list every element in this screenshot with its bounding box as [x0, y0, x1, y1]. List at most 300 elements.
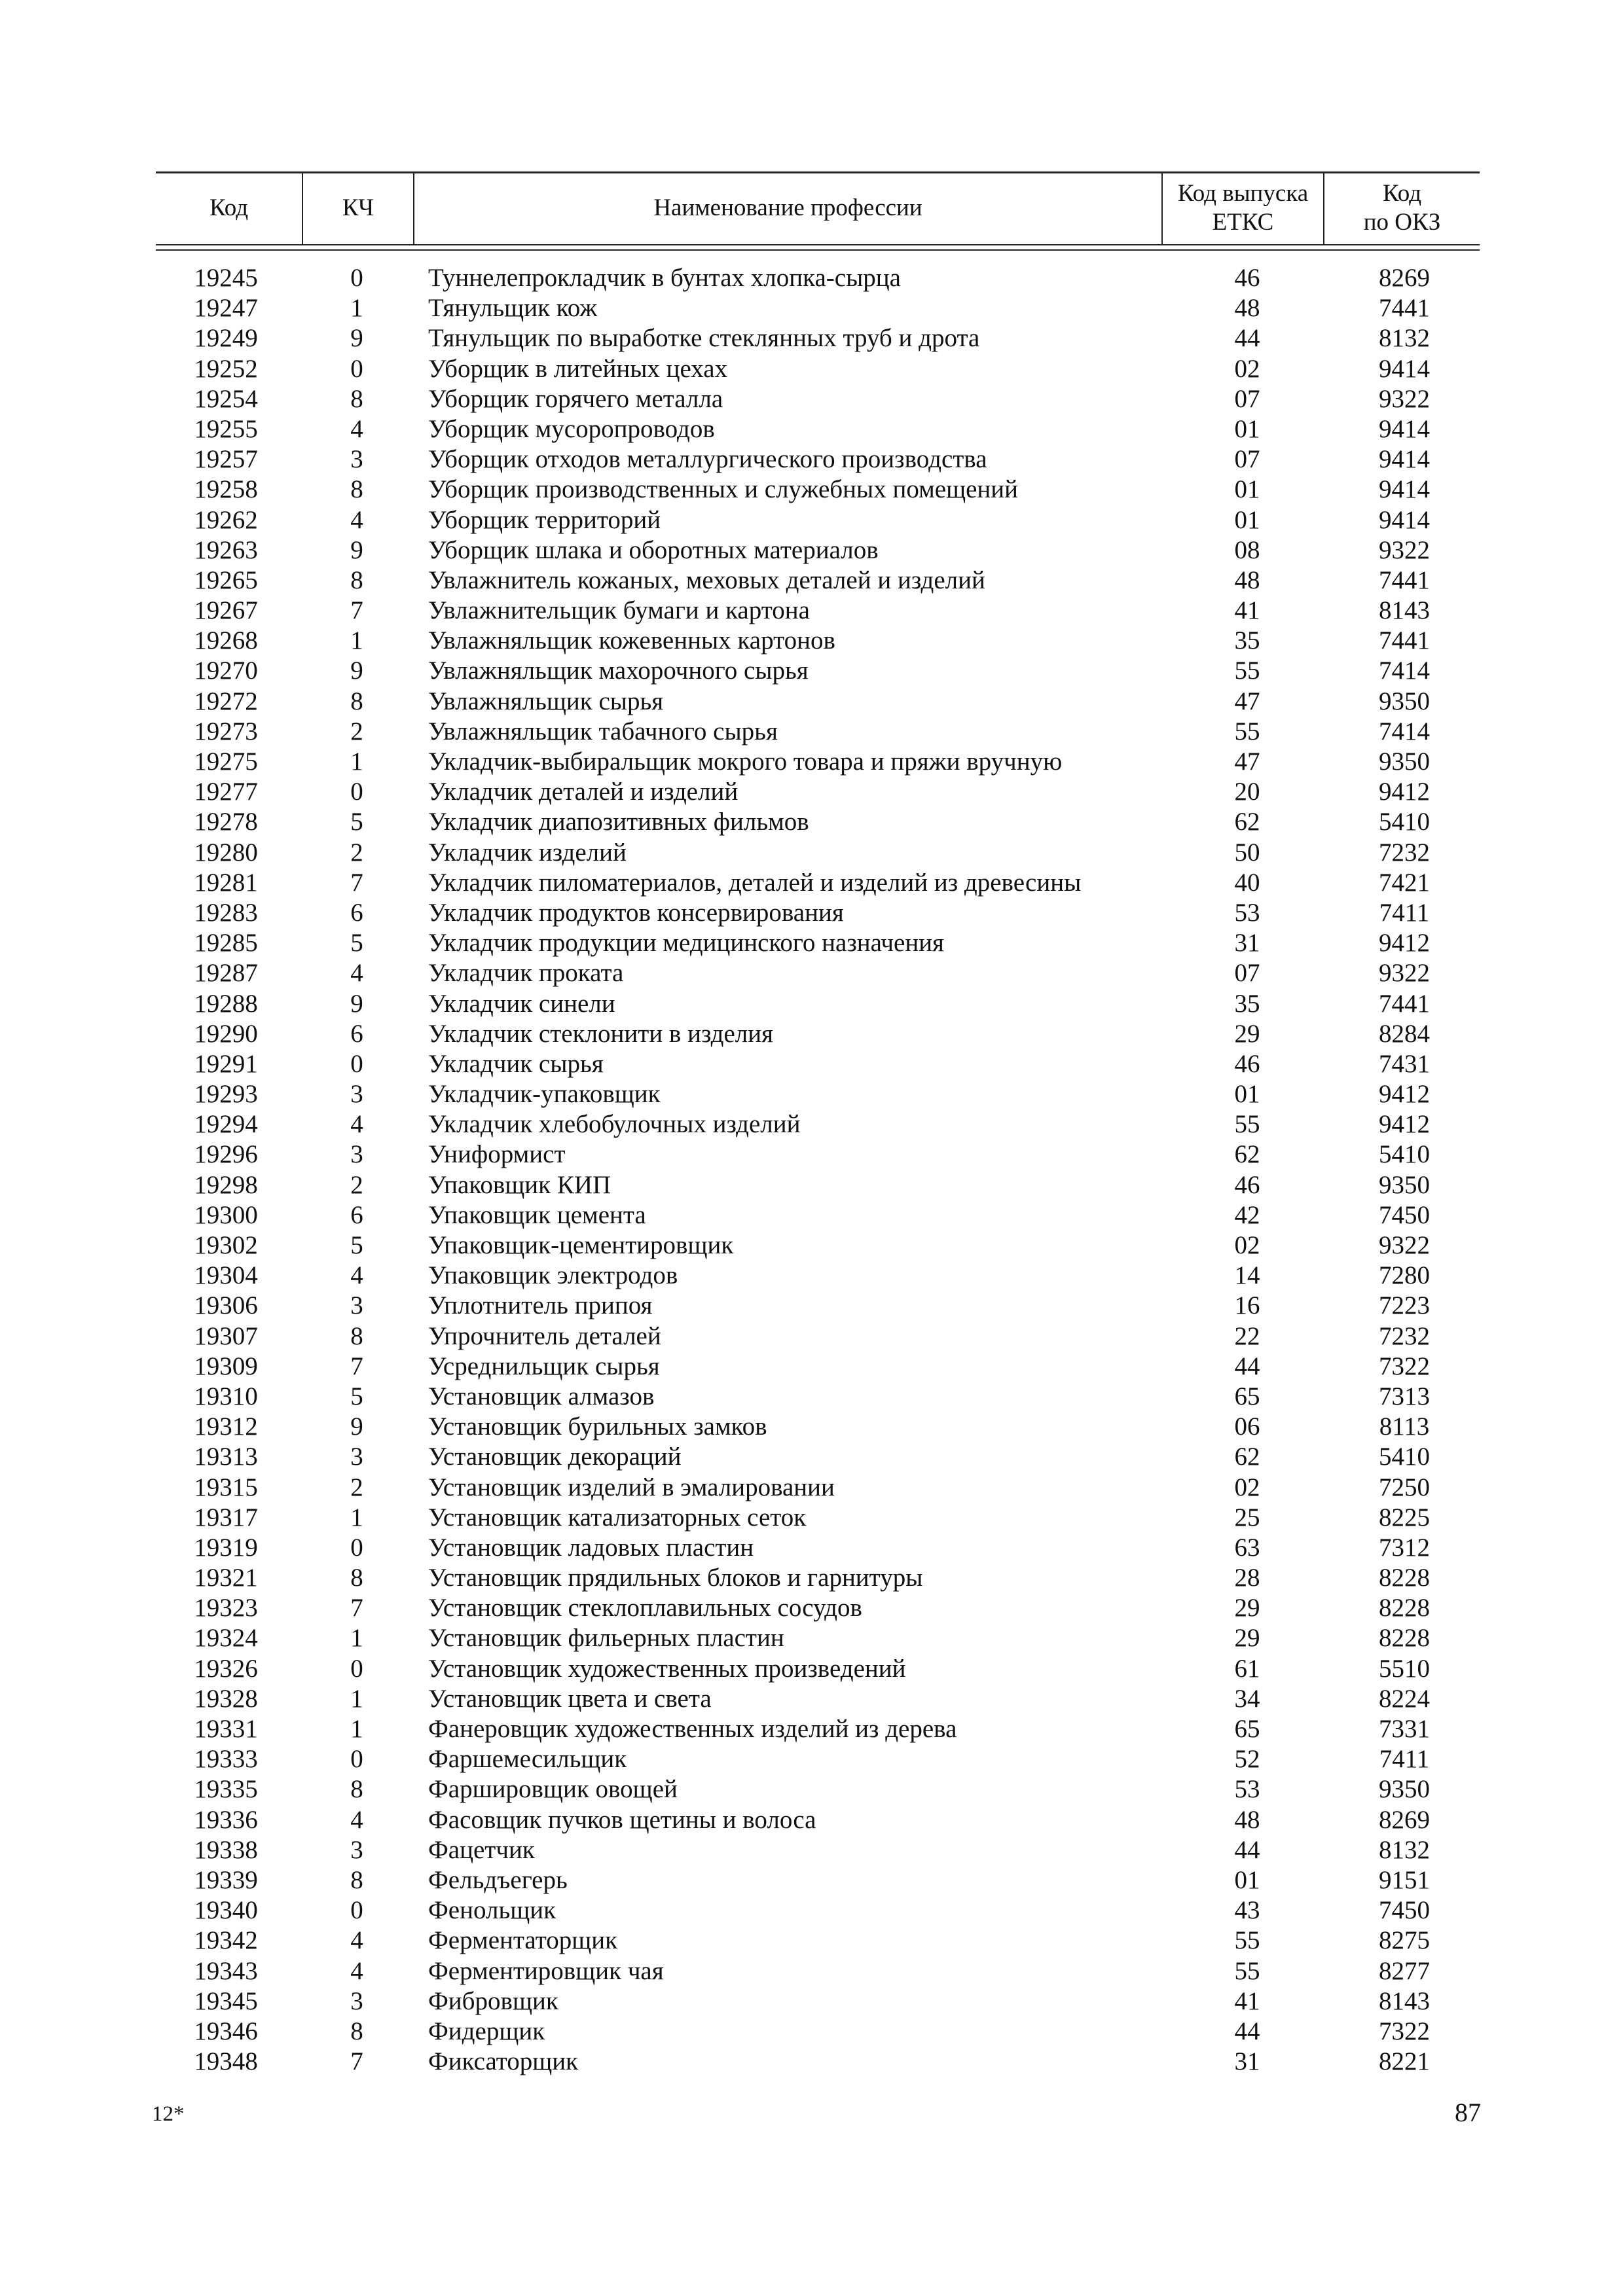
cell-kch: 8: [350, 475, 363, 504]
cell-kch: 7: [350, 1594, 363, 1623]
cell-kch: 5: [350, 929, 363, 958]
cell-etks-code: 41: [1234, 596, 1260, 625]
cell-okz-code: 7411: [1379, 898, 1430, 927]
cell-profession-name: Укладчик стеклонити в изделия: [428, 1019, 774, 1048]
cell-etks-code: 01: [1234, 475, 1260, 504]
cell-code: 19321: [194, 1564, 258, 1592]
cell-kch: 8: [350, 2017, 363, 2045]
table-row: [0, 1261, 1623, 1291]
header-bottom-rule-double: [156, 249, 1480, 251]
cell-okz-code: 7232: [1379, 838, 1430, 867]
cell-profession-name: Укладчик-упаковщик: [428, 1080, 661, 1109]
cell-profession-name: Уборщик отходов металлургического производства: [428, 445, 987, 474]
cell-code: 19326: [194, 1654, 258, 1683]
table-row: [0, 1079, 1623, 1109]
cell-etks-code: 01: [1234, 505, 1260, 534]
cell-code: 19338: [194, 1835, 258, 1864]
header-name: [414, 171, 1161, 244]
cell-kch: 6: [350, 1019, 363, 1048]
cell-etks-code: 07: [1234, 959, 1260, 988]
header-code: [156, 171, 302, 244]
cell-etks-code: 02: [1234, 354, 1260, 383]
cell-okz-code: 9322: [1379, 384, 1430, 413]
cell-kch: 9: [350, 656, 363, 685]
cell-profession-name: Установщик художественных произведений: [428, 1654, 906, 1683]
cell-code: 19281: [194, 868, 258, 897]
cell-code: 19283: [194, 898, 258, 927]
cell-kch: 2: [350, 717, 363, 745]
header-etks: [1163, 171, 1323, 244]
cell-profession-name: Фиксаторщик: [428, 2047, 579, 2076]
cell-profession-name: Фанеровщик художественных изделий из дерева: [428, 1715, 957, 1743]
cell-okz-code: 9412: [1379, 778, 1430, 806]
cell-code: 19336: [194, 1805, 258, 1834]
cell-etks-code: 65: [1234, 1715, 1260, 1743]
cell-profession-name: Усреднильщик сырья: [428, 1352, 660, 1380]
table-row: [0, 323, 1623, 353]
cell-okz-code: 9412: [1379, 929, 1430, 958]
cell-profession-name: Установщик бурильных замков: [428, 1412, 767, 1441]
cell-profession-name: Укладчик проката: [428, 959, 624, 988]
cell-profession-name: Уборщик горячего металла: [428, 384, 723, 413]
cell-profession-name: Униформист: [428, 1140, 566, 1169]
cell-profession-name: Уборщик шлака и оборотных материалов: [428, 535, 879, 564]
cell-code: 19285: [194, 929, 258, 958]
cell-okz-code: 8277: [1379, 1956, 1430, 1985]
cell-kch: 4: [350, 1261, 363, 1290]
cell-profession-name: Установщик цвета и света: [428, 1684, 712, 1713]
cell-profession-name: Ферментаторщик: [428, 1926, 618, 1955]
cell-okz-code: 9414: [1379, 354, 1430, 383]
cell-profession-name: Укладчик синели: [428, 989, 615, 1018]
cell-profession-name: Фидерщик: [428, 2017, 545, 2045]
table-row: [0, 898, 1623, 928]
cell-etks-code: 44: [1234, 1352, 1260, 1380]
cell-okz-code: 8228: [1379, 1564, 1430, 1592]
cell-okz-code: 7431: [1379, 1049, 1430, 1078]
cell-profession-name: Фенольщик: [428, 1896, 556, 1925]
cell-okz-code: 9350: [1379, 1775, 1430, 1804]
table-row: [0, 263, 1623, 293]
cell-profession-name: Фаршировщик овощей: [428, 1775, 678, 1804]
table-row: [0, 505, 1623, 535]
cell-etks-code: 61: [1234, 1654, 1260, 1683]
cell-code: 19267: [194, 596, 258, 625]
cell-kch: 1: [350, 1715, 363, 1743]
table-row: [0, 293, 1623, 323]
table-row: [0, 1442, 1623, 1472]
cell-kch: 4: [350, 505, 363, 534]
cell-kch: 9: [350, 989, 363, 1018]
cell-kch: 8: [350, 384, 363, 413]
cell-profession-name: Увлажнительщик бумаги и картона: [428, 596, 810, 625]
cell-profession-name: Установщик ладовых пластин: [428, 1533, 754, 1562]
table-row: [0, 1926, 1623, 1956]
cell-profession-name: Уплотнитель припоя: [428, 1291, 653, 1320]
cell-etks-code: 47: [1234, 687, 1260, 715]
cell-etks-code: 07: [1234, 445, 1260, 474]
cell-kch: 6: [350, 1200, 363, 1229]
cell-okz-code: 7280: [1379, 1261, 1430, 1290]
cell-kch: 4: [350, 1956, 363, 1985]
cell-code: 19340: [194, 1896, 258, 1925]
page-number: 87: [1455, 2098, 1481, 2127]
header-okz-label-1: Код: [1382, 179, 1422, 207]
cell-profession-name: Туннелепрокладчик в бунтах хлопка-сырца: [428, 264, 901, 292]
header-kch: [303, 171, 413, 244]
table-row: [0, 1049, 1623, 1079]
table-row: [0, 807, 1623, 837]
table-row: [0, 1865, 1623, 1895]
table-row: [0, 1291, 1623, 1321]
cell-profession-name: Упаковщик-цементировщик: [428, 1231, 734, 1259]
header-code-label: Код: [209, 194, 249, 221]
cell-profession-name: Фасовщик пучков щетины и волоса: [428, 1805, 816, 1834]
table-row: [0, 1835, 1623, 1865]
cell-etks-code: 41: [1234, 1986, 1260, 2015]
cell-kch: 9: [350, 324, 363, 353]
cell-etks-code: 62: [1234, 1443, 1260, 1471]
cell-code: 19324: [194, 1624, 258, 1653]
table-row: [0, 1019, 1623, 1049]
signature-mark: 12*: [152, 2102, 185, 2126]
cell-code: 19342: [194, 1926, 258, 1955]
cell-code: 19273: [194, 717, 258, 745]
cell-okz-code: 8113: [1379, 1412, 1430, 1441]
cell-kch: 0: [350, 354, 363, 383]
cell-okz-code: 8221: [1379, 2047, 1430, 2076]
cell-kch: 4: [350, 1110, 363, 1139]
cell-okz-code: 9350: [1379, 1170, 1430, 1199]
cell-kch: 0: [350, 1896, 363, 1925]
cell-code: 19277: [194, 778, 258, 806]
cell-profession-name: Укладчик-выбиральщик мокрого товара и пряжи вручную: [428, 747, 1063, 776]
cell-code: 19263: [194, 535, 258, 564]
cell-code: 19304: [194, 1261, 258, 1290]
table-row: [0, 1139, 1623, 1170]
cell-kch: 0: [350, 1654, 363, 1683]
table-row: [0, 1774, 1623, 1804]
cell-profession-name: Уборщик в литейных цехах: [428, 354, 728, 383]
table-row: [0, 1170, 1623, 1200]
cell-code: 19333: [194, 1745, 258, 1774]
cell-kch: 3: [350, 1291, 363, 1320]
cell-profession-name: Установщик катализаторных сеток: [428, 1503, 807, 1532]
cell-kch: 2: [350, 1473, 363, 1501]
cell-code: 19319: [194, 1533, 258, 1562]
cell-profession-name: Фацетчик: [428, 1835, 535, 1864]
table-row: [0, 1230, 1623, 1261]
cell-kch: 8: [350, 565, 363, 594]
cell-etks-code: 62: [1234, 808, 1260, 836]
cell-etks-code: 20: [1234, 778, 1260, 806]
cell-profession-name: Фельдъегерь: [428, 1865, 568, 1894]
table-row: [0, 1956, 1623, 1986]
table-row: [0, 1321, 1623, 1352]
cell-okz-code: 7312: [1379, 1533, 1430, 1562]
cell-code: 19306: [194, 1291, 258, 1320]
cell-etks-code: 55: [1234, 1926, 1260, 1955]
table-row: [0, 747, 1623, 777]
cell-etks-code: 35: [1234, 626, 1260, 655]
cell-code: 19290: [194, 1019, 258, 1048]
cell-okz-code: 7331: [1379, 1715, 1430, 1743]
cell-code: 19265: [194, 565, 258, 594]
cell-code: 19335: [194, 1775, 258, 1804]
cell-code: 19255: [194, 414, 258, 443]
cell-kch: 8: [350, 1564, 363, 1592]
cell-code: 19323: [194, 1594, 258, 1623]
cell-code: 19348: [194, 2047, 258, 2076]
cell-code: 19296: [194, 1140, 258, 1169]
cell-okz-code: 8225: [1379, 1503, 1430, 1532]
cell-code: 19245: [194, 264, 258, 292]
header-name-label: Наименование профессии: [653, 194, 922, 221]
cell-profession-name: Фибровщик: [428, 1986, 558, 2015]
cell-okz-code: 8275: [1379, 1926, 1430, 1955]
table-row: [0, 444, 1623, 475]
cell-okz-code: 5510: [1379, 1654, 1430, 1683]
cell-okz-code: 9412: [1379, 1110, 1430, 1139]
cell-okz-code: 9322: [1379, 535, 1430, 564]
cell-etks-code: 44: [1234, 2017, 1260, 2045]
cell-etks-code: 46: [1234, 1049, 1260, 1078]
cell-etks-code: 35: [1234, 989, 1260, 1018]
cell-code: 19307: [194, 1321, 258, 1350]
cell-kch: 0: [350, 1745, 363, 1774]
cell-profession-name: Увлажняльщик табачного сырья: [428, 717, 778, 745]
cell-kch: 1: [350, 1503, 363, 1532]
cell-okz-code: 9414: [1379, 505, 1430, 534]
cell-profession-name: Увлажняльщик сырья: [428, 687, 664, 715]
cell-kch: 5: [350, 808, 363, 836]
table-row: [0, 1714, 1623, 1744]
table-row: [0, 687, 1623, 717]
cell-kch: 8: [350, 687, 363, 715]
cell-kch: 0: [350, 778, 363, 806]
cell-code: 19298: [194, 1170, 258, 1199]
cell-code: 19331: [194, 1715, 258, 1743]
table-row: [0, 626, 1623, 656]
cell-kch: 3: [350, 1443, 363, 1471]
cell-okz-code: 7441: [1379, 626, 1430, 655]
cell-okz-code: 9350: [1379, 747, 1430, 776]
cell-profession-name: Увлажняльщик кожевенных картонов: [428, 626, 835, 655]
cell-okz-code: 8284: [1379, 1019, 1430, 1048]
cell-profession-name: Установщик изделий в эмалировании: [428, 1473, 835, 1501]
cell-okz-code: 9322: [1379, 959, 1430, 988]
cell-etks-code: 01: [1234, 1080, 1260, 1109]
profession-table-body: [0, 263, 1623, 2077]
cell-profession-name: Увлажнитель кожаных, меховых деталей и изделий: [428, 565, 985, 594]
table-row: [0, 1986, 1623, 2017]
table-row: [0, 475, 1623, 505]
cell-etks-code: 55: [1234, 717, 1260, 745]
cell-okz-code: 9414: [1379, 445, 1430, 474]
cell-kch: 4: [350, 959, 363, 988]
cell-kch: 1: [350, 626, 363, 655]
table-row: [0, 2017, 1623, 2047]
cell-okz-code: 7441: [1379, 294, 1430, 323]
cell-code: 19302: [194, 1231, 258, 1259]
cell-code: 19270: [194, 656, 258, 685]
table-row: [0, 1563, 1623, 1593]
cell-okz-code: 9414: [1379, 475, 1430, 504]
cell-kch: 5: [350, 1382, 363, 1410]
cell-kch: 1: [350, 1684, 363, 1713]
table-row: [0, 1593, 1623, 1623]
cell-kch: 9: [350, 1412, 363, 1441]
cell-kch: 9: [350, 535, 363, 564]
cell-profession-name: Укладчик продукции медицинского назначения: [428, 929, 944, 958]
cell-kch: 8: [350, 1321, 363, 1350]
cell-etks-code: 47: [1234, 747, 1260, 776]
cell-profession-name: Уборщик производственных и служебных помещений: [428, 475, 1019, 504]
cell-etks-code: 55: [1234, 1110, 1260, 1139]
cell-etks-code: 34: [1234, 1684, 1260, 1713]
cell-profession-name: Укладчик изделий: [428, 838, 627, 867]
cell-code: 19345: [194, 1986, 258, 2015]
header-kch-label: КЧ: [342, 194, 374, 221]
cell-kch: 1: [350, 1624, 363, 1653]
cell-code: 19312: [194, 1412, 258, 1441]
cell-okz-code: 8132: [1379, 324, 1430, 353]
cell-okz-code: 7313: [1379, 1382, 1430, 1410]
cell-etks-code: 01: [1234, 1865, 1260, 1894]
table-row: [0, 596, 1623, 626]
cell-etks-code: 31: [1234, 2047, 1260, 2076]
cell-kch: 3: [350, 445, 363, 474]
cell-etks-code: 62: [1234, 1140, 1260, 1169]
cell-kch: 2: [350, 838, 363, 867]
cell-kch: 5: [350, 1231, 363, 1259]
cell-profession-name: Укладчик продуктов консервирования: [428, 898, 844, 927]
cell-kch: 7: [350, 2047, 363, 2076]
cell-etks-code: 14: [1234, 1261, 1260, 1290]
cell-profession-name: Упаковщик КИП: [428, 1170, 611, 1199]
cell-etks-code: 52: [1234, 1745, 1260, 1774]
cell-etks-code: 40: [1234, 868, 1260, 897]
cell-etks-code: 46: [1234, 264, 1260, 292]
cell-code: 19317: [194, 1503, 258, 1532]
cell-etks-code: 43: [1234, 1896, 1260, 1925]
cell-kch: 3: [350, 1140, 363, 1169]
table-row: [0, 384, 1623, 414]
cell-kch: 4: [350, 414, 363, 443]
cell-profession-name: Укладчик пиломатериалов, деталей и изделий из древесины: [428, 868, 1082, 897]
cell-okz-code: 9350: [1379, 687, 1430, 715]
cell-etks-code: 55: [1234, 656, 1260, 685]
cell-kch: 7: [350, 1352, 363, 1380]
cell-profession-name: Укладчик хлебобулочных изделий: [428, 1110, 801, 1139]
cell-kch: 4: [350, 1805, 363, 1834]
header-etks-label-1: Код выпуска: [1177, 179, 1309, 207]
cell-etks-code: 63: [1234, 1533, 1260, 1562]
cell-code: 19268: [194, 626, 258, 655]
cell-profession-name: Установщик алмазов: [428, 1382, 655, 1410]
cell-code: 19291: [194, 1049, 258, 1078]
cell-code: 19288: [194, 989, 258, 1018]
cell-okz-code: 7414: [1379, 717, 1430, 745]
cell-okz-code: 9414: [1379, 414, 1430, 443]
table-row: [0, 1200, 1623, 1230]
cell-okz-code: 7250: [1379, 1473, 1430, 1501]
table-row: [0, 656, 1623, 686]
cell-profession-name: Укладчик деталей и изделий: [428, 778, 739, 806]
header-okz-label-2: по ОКЗ: [1363, 208, 1441, 236]
cell-okz-code: 7421: [1379, 868, 1430, 897]
cell-okz-code: 7232: [1379, 1321, 1430, 1350]
cell-etks-code: 28: [1234, 1564, 1260, 1592]
cell-etks-code: 44: [1234, 324, 1260, 353]
cell-code: 19280: [194, 838, 258, 867]
cell-profession-name: Установщик фильерных пластин: [428, 1624, 784, 1653]
cell-etks-code: 29: [1234, 1019, 1260, 1048]
cell-okz-code: 8132: [1379, 1835, 1430, 1864]
cell-kch: 0: [350, 264, 363, 292]
cell-etks-code: 29: [1234, 1624, 1260, 1653]
table-row: [0, 1352, 1623, 1382]
cell-okz-code: 7223: [1379, 1291, 1430, 1320]
cell-profession-name: Фаршемесильщик: [428, 1745, 627, 1774]
cell-okz-code: 5410: [1379, 808, 1430, 836]
cell-profession-name: Упаковщик цемента: [428, 1200, 646, 1229]
cell-okz-code: 7414: [1379, 656, 1430, 685]
cell-kch: 7: [350, 596, 363, 625]
cell-code: 19293: [194, 1080, 258, 1109]
cell-kch: 3: [350, 1986, 363, 2015]
cell-etks-code: 65: [1234, 1382, 1260, 1410]
cell-profession-name: Упаковщик электродов: [428, 1261, 678, 1290]
cell-code: 19249: [194, 324, 258, 353]
cell-profession-name: Тянульщик по выработке стеклянных труб и дрота: [428, 324, 980, 353]
cell-profession-name: Уборщик мусоропроводов: [428, 414, 715, 443]
table-row: [0, 1744, 1623, 1774]
cell-code: 19313: [194, 1443, 258, 1471]
cell-code: 19315: [194, 1473, 258, 1501]
cell-kch: 1: [350, 294, 363, 323]
table-row: [0, 1533, 1623, 1563]
cell-code: 19257: [194, 445, 258, 474]
cell-profession-name: Укладчик сырья: [428, 1049, 604, 1078]
cell-kch: 4: [350, 1926, 363, 1955]
cell-code: 19328: [194, 1684, 258, 1713]
header-bottom-rule: [156, 244, 1480, 245]
table-row: [0, 1503, 1623, 1533]
cell-etks-code: 53: [1234, 898, 1260, 927]
cell-code: 19262: [194, 505, 258, 534]
cell-code: 19258: [194, 475, 258, 504]
cell-etks-code: 46: [1234, 1170, 1260, 1199]
cell-etks-code: 25: [1234, 1503, 1260, 1532]
cell-code: 19300: [194, 1200, 258, 1229]
cell-profession-name: Установщик стеклоплавильных сосудов: [428, 1594, 862, 1623]
cell-kch: 8: [350, 1865, 363, 1894]
cell-etks-code: 48: [1234, 565, 1260, 594]
cell-code: 19247: [194, 294, 258, 323]
table-row: [0, 928, 1623, 958]
table-row: [0, 535, 1623, 565]
cell-code: 19310: [194, 1382, 258, 1410]
table-row: [0, 958, 1623, 988]
cell-etks-code: 01: [1234, 414, 1260, 443]
header-etks-label-2: ЕТКС: [1212, 208, 1274, 236]
table-row: [0, 1473, 1623, 1503]
table-row: [0, 1805, 1623, 1835]
cell-etks-code: 50: [1234, 838, 1260, 867]
cell-etks-code: 48: [1234, 1805, 1260, 1834]
cell-code: 19254: [194, 384, 258, 413]
